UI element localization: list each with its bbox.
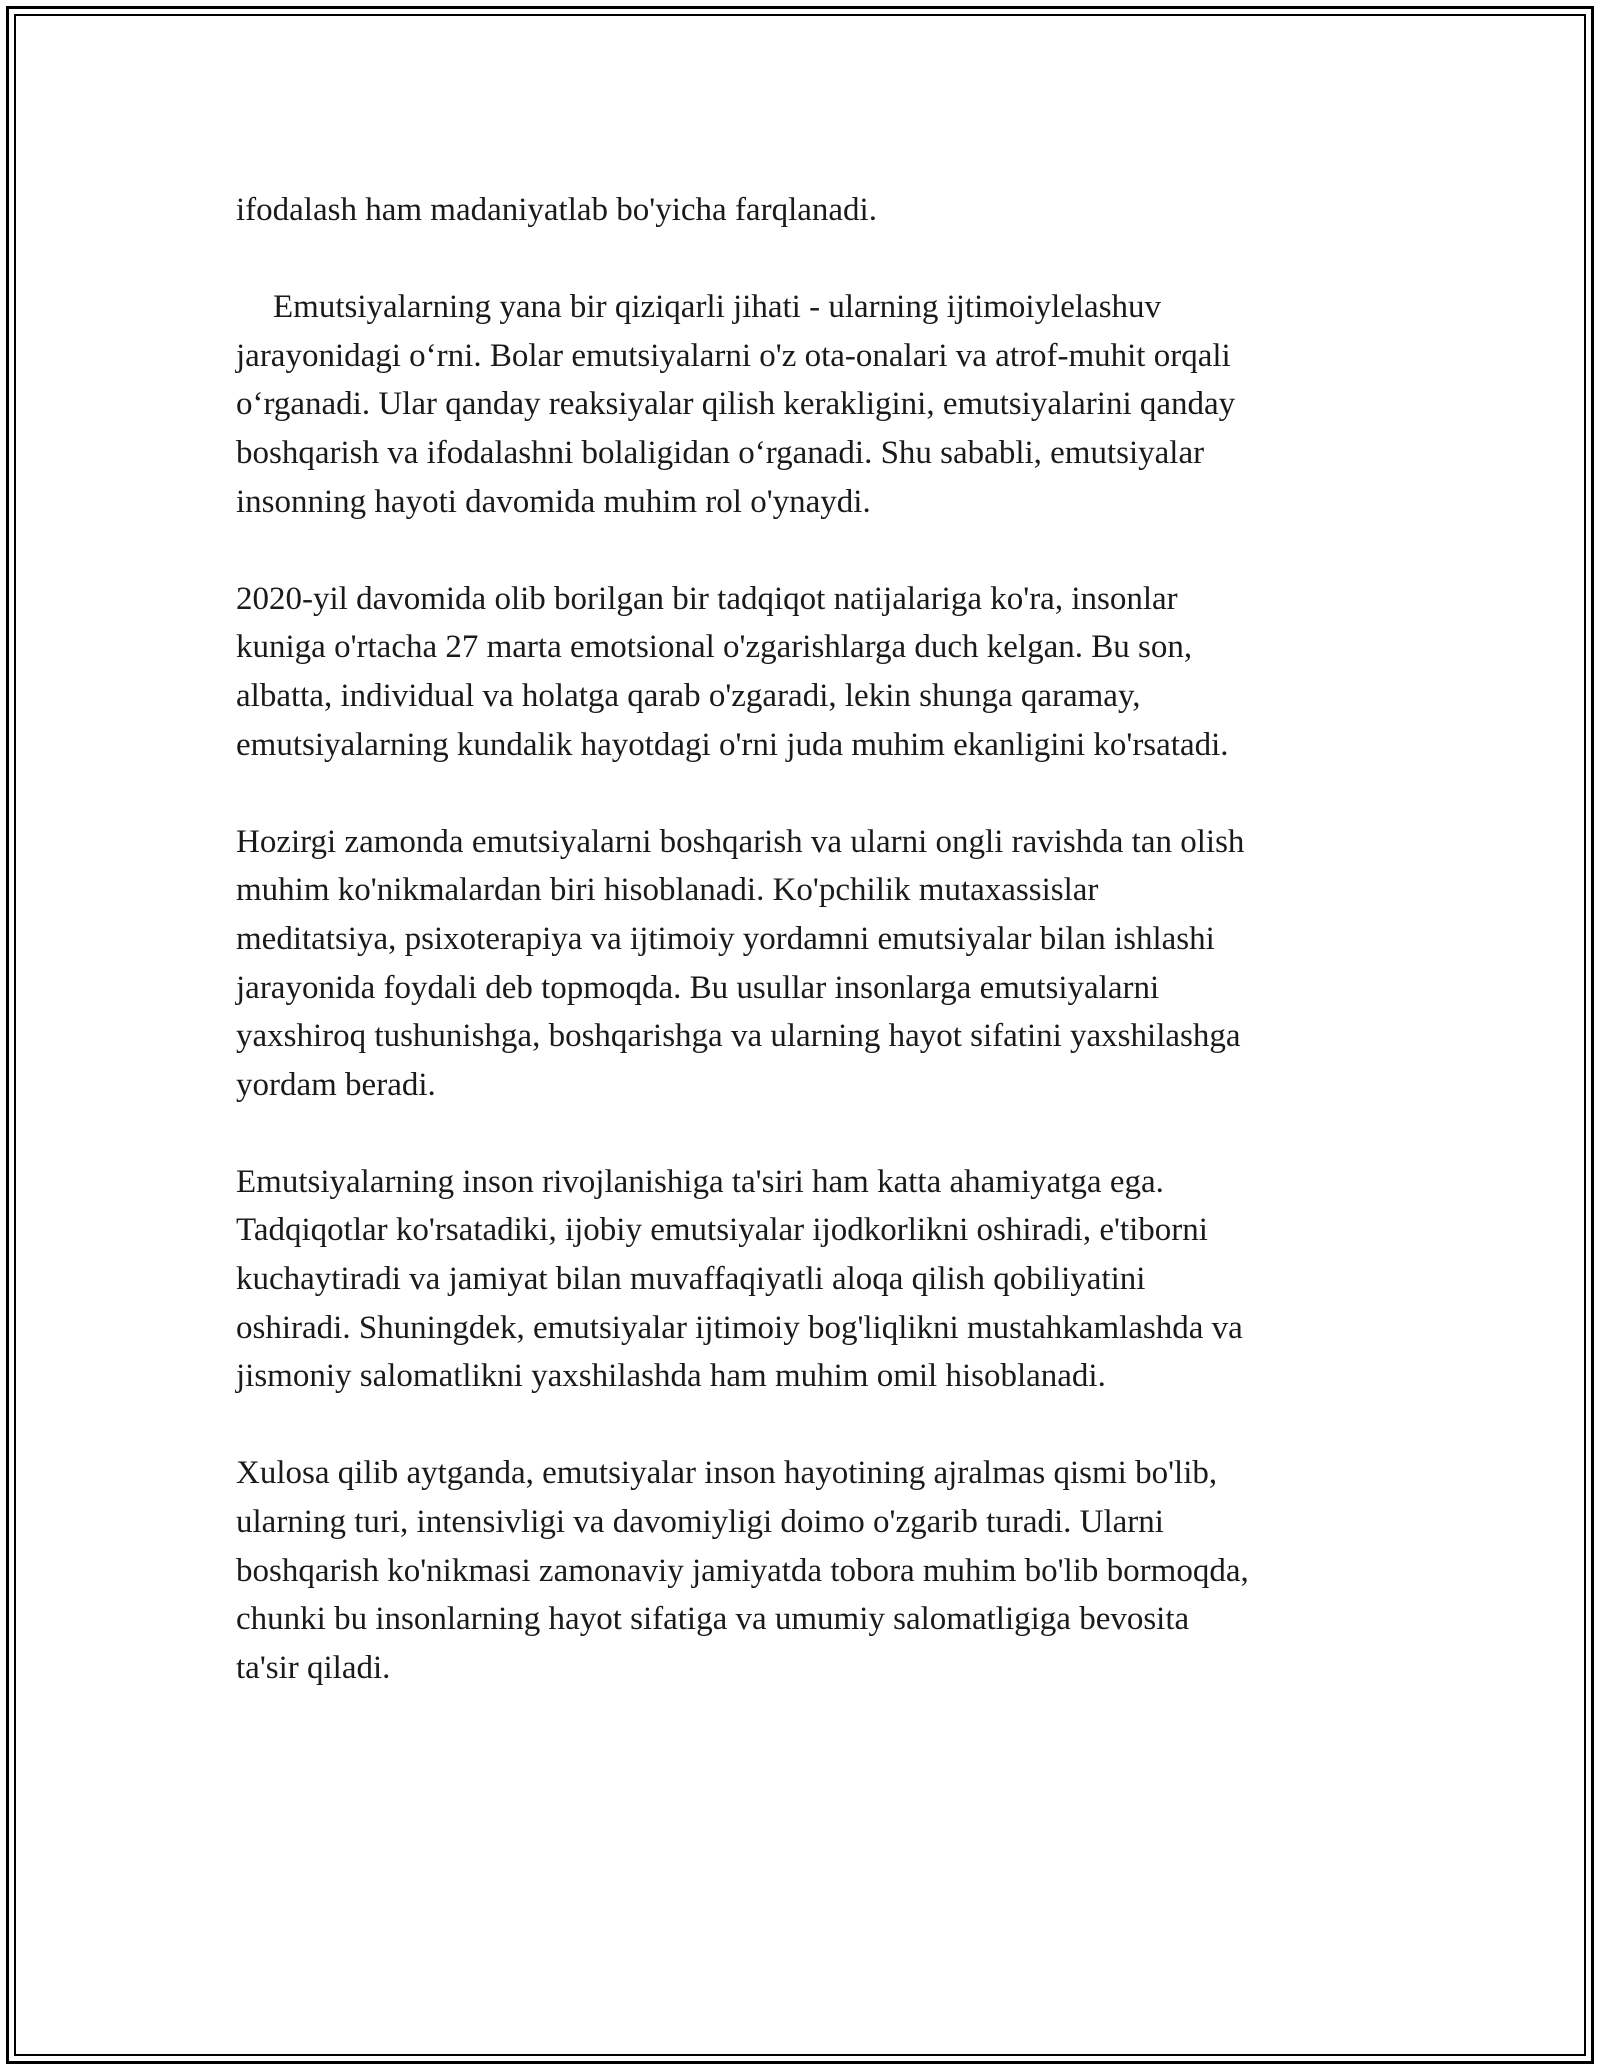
- paragraph-socialization: Emutsiyalarning yana bir qiziqarli jihati - ularning ijtimoiylelashuv jarayonidagi o‘rni. Bolar emutsiyalarni o'z ota-onalari va atrof-muhit orqali o‘rganadi. Ular qanday reaksiyalar qilish kerakligini, emutsiyalarini qanday boshqarish va ifodalashni bolaligidan o‘rganadi. Shu sababli, emutsiyalar insonning hayoti davomida muhim rol o'ynaydi.: [236, 289, 1236, 520]
- paragraph-continuation: ifodalash ham madaniyatlab bo'yicha farqlanadi.: [236, 192, 877, 228]
- document-body: [236, 186, 1396, 1741]
- paragraph-research: 2020-yil davomida olib borilgan bir tadqiqot natijalariga ko'ra, insonlar kuniga o'rtacha 27 marta emotsional o'zgarishlarga duch kelgan. Bu son, albatta, individual va holatga qarab o'zgaradi, lekin shunga qaramay, emutsiyalarning kundalik hayotdagi o'rni juda muhim ekanligini ko'rsatadi.: [236, 580, 1229, 763]
- paragraph-conclusion: Xulosa qilib aytganda, emutsiyalar inson hayotining ajralmas qismi bo'lib, ularning turi, intensivligi va davomiyligi doimo o'zgarib turadi. Ularni boshqarish ko'nikmasi zamonaviy jamiyatda tobora muhim bo'lib bormoqda, chunki bu insonlarning hayot sifatiga va umumiy salomatligiga bevosita ta'sir qiladi.: [236, 1455, 1249, 1686]
- paragraph-development: Emutsiyalarning inson rivojlanishiga ta'siri ham katta ahamiyatga ega. Tadqiqotlar ko'rsatadiki, ijobiy emutsiyalar ijodkorlikni oshiradi, e'tiborni kuchaytiradi va jamiyat bilan muvaffaqiyatli aloqa qilish qobiliyatini oshiradi. Shuningdek, emutsiyalar ijtimoiy bog'liqlikni mustahkamlashda va jismoniy salomatlikni yaxshilashda ham muhim omil hisoblanadi.: [236, 1163, 1243, 1395]
- paragraph-emotion-management: Hozirgi zamonda emutsiyalarni boshqarish va ularni ongli ravishda tan olish muhim ko'nikmalardan biri hisoblanadi. Ko'pchilik mutaxassislar meditatsiya, psixoterapiya va ijtimoiy yordamni emutsiyalar bilan ishlashi jarayonida foydali deb topmoqda. Bu usullar insonlarga emutsiyalarni yaxshiroq tushunishga, boshqarishga va ularning hayot sifatini yaxshilashga yordam beradi.: [236, 823, 1245, 1103]
